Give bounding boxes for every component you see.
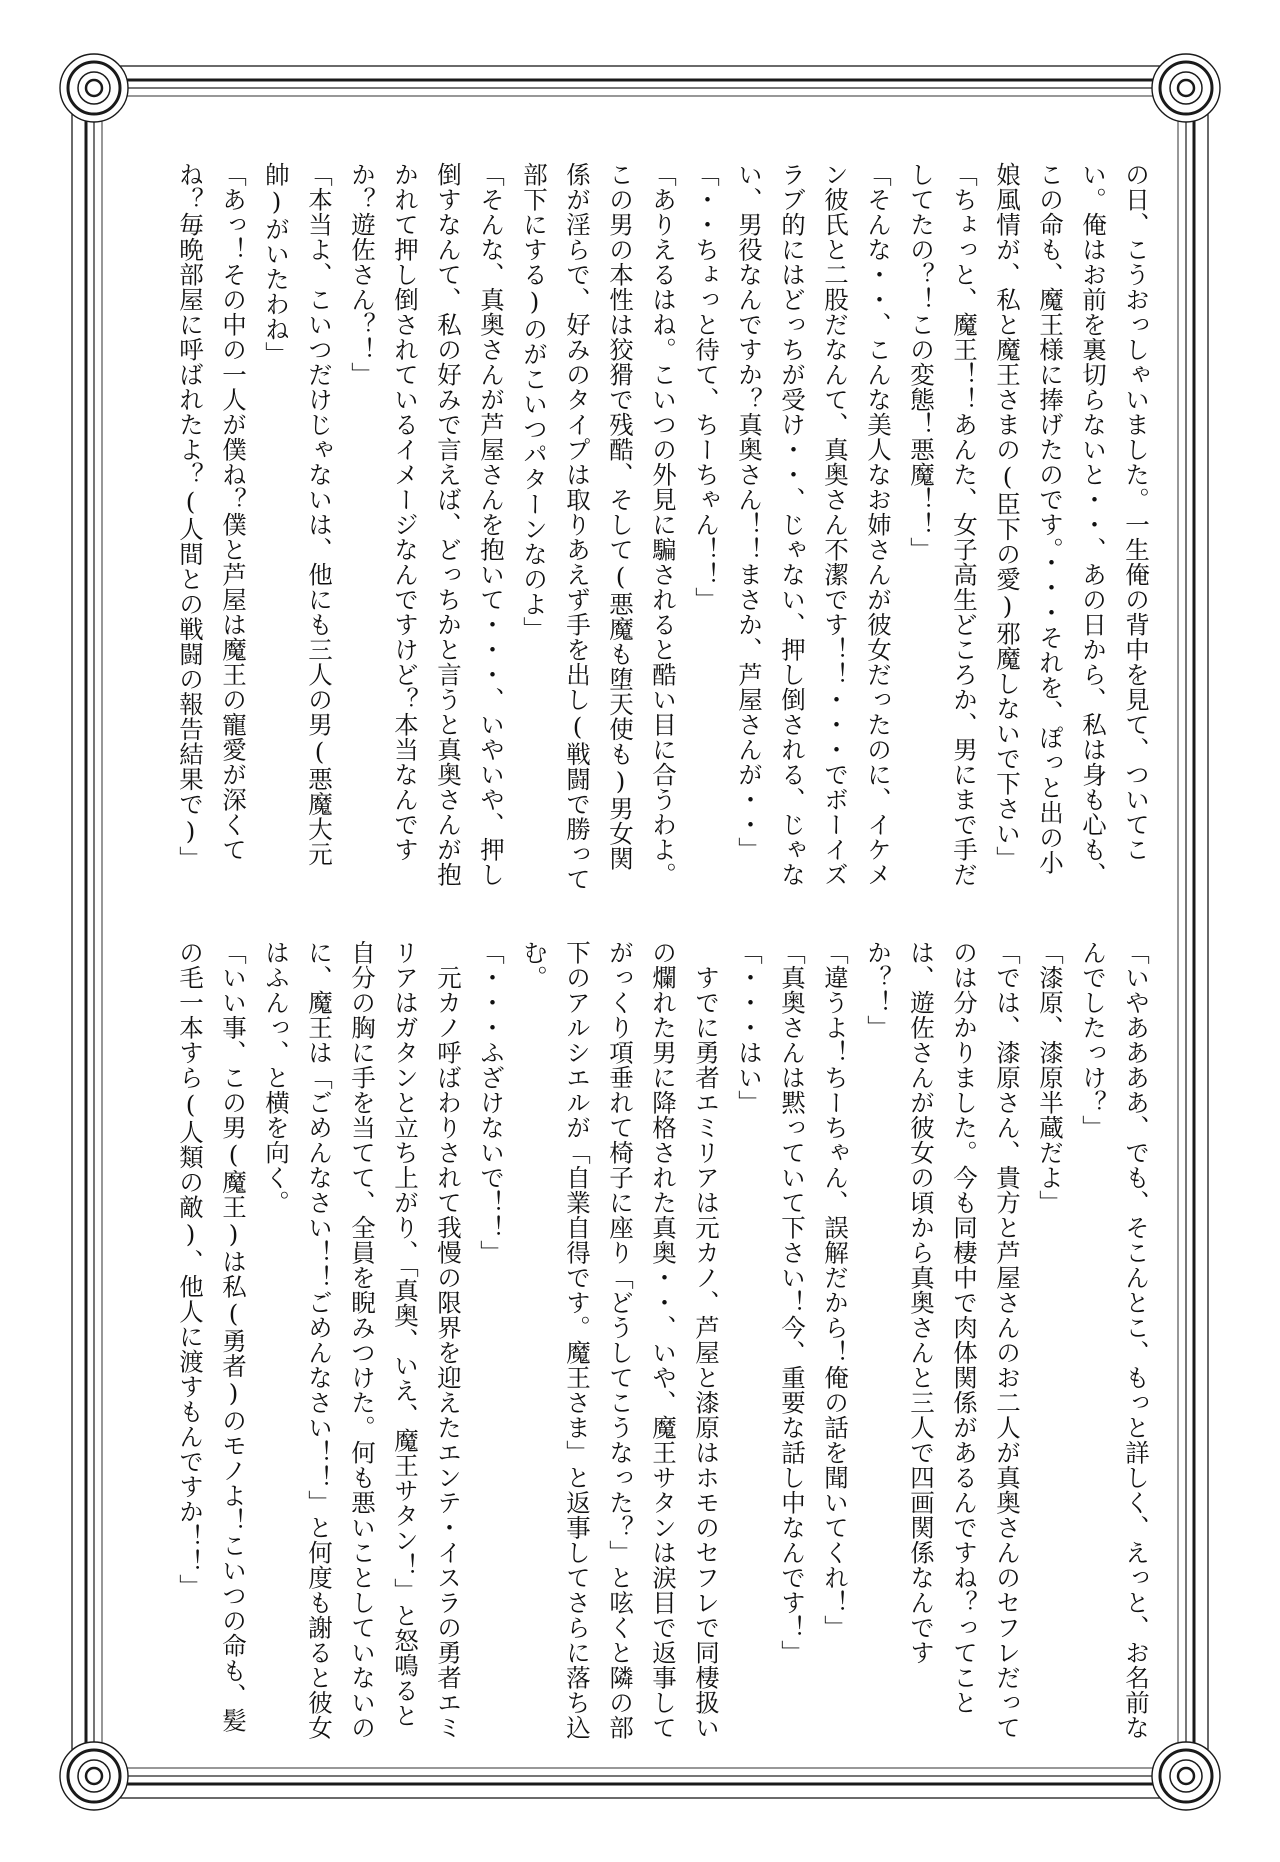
- dialogue-line: 「そんな・・、こんな美人なお姉さんが彼女だったのに、イケメン彼氏と二股だなんて、真奥さん不潔です！！・・・でボーイズラブ的にはどっちが受け・・、じゃない、押し倒される、じゃない、男役なんですか？真奥さん！！まさか、芦屋さんが・・」: [735, 162, 893, 887]
- dialogue-line: 「真奥さんは黙っていて下さい！今、重要な話し中なんです！」: [778, 940, 807, 1665]
- narration-paragraph: 元カノ呼ばわりされて我慢の限界を迎えたエンテ・イスラの勇者エミリアはガタンと立ち上がり、「真奥、いえ、魔王サタン！」と怒鳴ると自分の胸に手を当てて、全員を睨みつけた。何も悪いことしていないのに、魔王は「ごめんなさい！！ごめんなさい！！」と何度も謝ると彼女はふんっ、と横を向く。: [262, 940, 463, 1740]
- dialogue-line: 「ありえるはね。こいつの外見に騙されると酷い目に合うわよ。この男の本性は狡猾で残酷、そして(悪魔も堕天使も)男女関係が淫らで、好みのタイプは取りあえず手を出し(戦闘で勝って部下にする)のがこいつパターンなのよ」: [520, 162, 678, 892]
- dialogue-line: 「ちょっと、魔王！！あんた、女子高生どころか、男にまで手だしてたの？！この変態！悪魔！！」: [907, 162, 979, 887]
- dialogue-line: 「本当よ、こいつだけじゃないは、他にも三人の男(悪魔大元帥)がいたわね」: [262, 162, 334, 867]
- corner-medallion-icon: [1152, 54, 1220, 122]
- dialogue-line: 「・・・はい」: [735, 940, 764, 1115]
- corner-medallion-icon: [60, 54, 128, 122]
- dialogue-line: 「では、漆原さん、貴方と芦屋さんのお二人が真奥さんのセフレだってのは分かりました。今も同棲中で肉体関係があるんですね？ってことは、遊佐さんが彼女の頃から真奥さんと三人で四画関係なんですか？！」: [864, 940, 1022, 1740]
- dialogue-line: 「いい事、この男(魔王)は私(勇者)のモノよ！こいつの命も、髪の毛一本すら(人類の敵)、他人に渡すもんですか！！」: [176, 940, 248, 1733]
- dialogue-line: 「いやああああ、でも、そこんとこ、もっと詳しく、えっと、お名前なんでしたっけ？」: [1079, 940, 1151, 1740]
- dialogue-line: 「違うよ！ちーちゃん、誤解だから！俺の話を聞いてくれ！」: [821, 940, 850, 1640]
- lower-text-block: [158, 940, 1158, 1740]
- dialogue-line: 「・・ちょっと待て、ちーちゃん！！」: [692, 162, 721, 612]
- corner-medallion-icon: [1152, 1742, 1220, 1810]
- paragraph: の日、こうおっしゃいました。一生俺の背中を見て、ついてこい。俺はお前を裏切らないと・・、あの日から、私は身も心も、この命も、魔王様に捧げたのです。・・・それを、ぽっと出の小娘風情が、私と魔王さまの(臣下の愛)邪魔しないで下さい」: [993, 162, 1151, 887]
- corner-medallion-icon: [60, 1742, 128, 1810]
- upper-text-block: [158, 162, 1158, 892]
- dialogue-line: 「・・・ふざけないで！！」: [477, 940, 506, 1265]
- dialogue-line: 「そんな、真奥さんが芦屋さんを抱いて・・・、いやいや、押し倒すなんて、私の好みで言えば、どっちかと言うと真奥さんが抱かれて押し倒されているイメージなんですけど？本当なんですか？遊佐さん？！」: [348, 162, 506, 887]
- dialogue-line: 「あっ！その中の一人が僕ね？僕と芦屋は魔王の寵愛が深くてね？毎晩部屋に呼ばれたよ？(人間との戦闘の報告結果で)」: [176, 162, 248, 871]
- dialogue-line: 「漆原、漆原半蔵だよ」: [1036, 940, 1065, 1215]
- narration-paragraph: すでに勇者エミリアは元カノ、芦屋と漆原はホモのセフレで同棲扱いの爛れた男に降格された真奥・・、いや、魔王サタンは涙目で返事してがっくり項垂れて椅子に座り「どうしてこうなった？」と呟くと隣の部下のアルシエルが「自業自得です。魔王さま」と返事してさらに落ち込む。: [520, 940, 721, 1740]
